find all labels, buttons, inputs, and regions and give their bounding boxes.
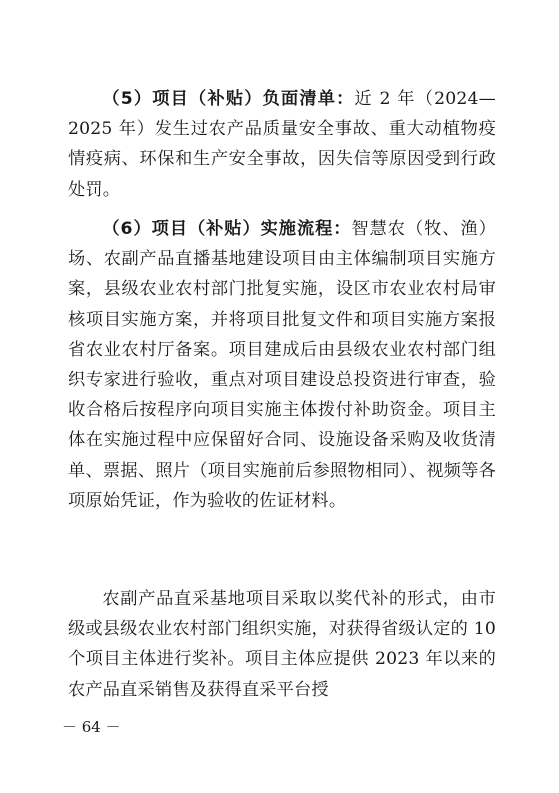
paragraph-text: 近 2 年（2024—2025 年）发生过农产品质量安全事故、重大动植物疫情疫病、环保和生产安全事故，因失信等原因受到行政处罚。: [68, 89, 496, 200]
paragraph-implementation-process: [68, 214, 496, 516]
paragraph-heading: （6）项目（补贴）实施流程：: [102, 219, 352, 239]
paragraph-text: 智慧农（牧、渔）场、农副产品直播基地建设项目由主体编制项目实施方案，县级农业农村部门批复实施，设区市农业农村局审核项目实施方案，并将项目批复文件和项目实施方案报省农业农村厅备案。项目建成后由县级农业农村部门组织专家进行验收，重点对项目建设总投资进行审查，验收合格后按程序向项目实施主体拨付补助资金。项目主体在实施过程中应保留好合同、设施设备采购及收货清单、票据、照片（项目实施前后参照物相同）、视频等各项原始凭证，作为验收的佐证材料。: [68, 219, 496, 511]
paragraph-negative-list: [68, 84, 496, 205]
page-number: － 64 －: [62, 718, 121, 736]
paragraph-heading: （5）项目（补贴）负面清单：: [102, 89, 355, 109]
paragraph-text: 农副产品直采基地项目采取以奖代补的形式，由市级或县级农业农村部门组织实施，对获得省级认定的 10 个项目主体进行奖补。项目主体应提供 2023 年以来的农产品直采销售及获得直采平台授: [68, 589, 496, 700]
paragraph-direct-purchase-base: [68, 584, 496, 705]
